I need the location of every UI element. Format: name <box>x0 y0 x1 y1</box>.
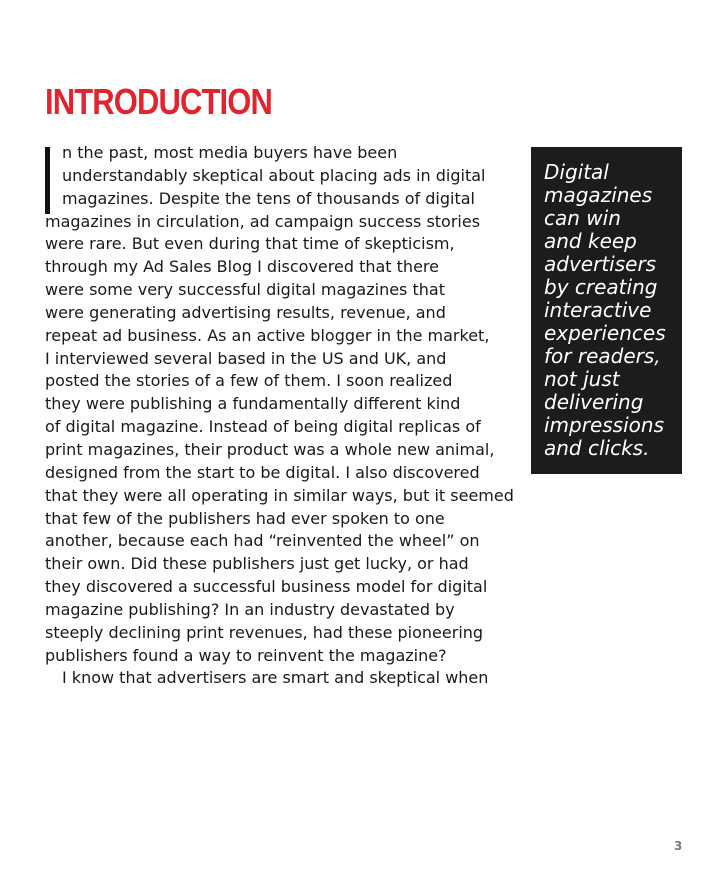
article-line: I know that advertisers are smart and skeptical when <box>62 668 489 688</box>
pull-quote-line: impressions <box>544 413 664 437</box>
section-heading: INTRODUCTION <box>45 81 273 122</box>
article-line: magazines. Despite the tens of thousands of digital <box>62 188 475 208</box>
pull-quote-text <box>544 161 666 460</box>
article-line: they discovered a successful business model for digital <box>45 577 488 597</box>
article-line: that they were all operating in similar ways, but it seemed <box>45 485 514 505</box>
pull-quote-line: by creating <box>544 275 658 299</box>
article-line: n the past, most media buyers have been <box>62 143 398 162</box>
article-line: through my Ad Sales Blog I discovered that there <box>45 257 439 277</box>
article-line: steeply declining print revenues, had these pioneering <box>45 622 484 642</box>
article-line: designed from the start to be digital. I also discovered <box>45 462 480 482</box>
pull-quote-line: and clicks. <box>544 436 650 460</box>
pull-quote-line: for readers, <box>544 344 661 368</box>
pull-quote-line: Digital <box>544 160 609 184</box>
article-line: that few of the publishers had ever spoken to one <box>45 508 445 528</box>
pull-quote-line: experiences <box>544 321 666 345</box>
pull-quote-line: can win <box>544 206 621 230</box>
article-line: were rare. But even during that time of skepticism, <box>45 234 455 254</box>
article-line: publishers found a way to reinvent the magazine? <box>45 645 447 665</box>
article-line: I interviewed several based in the US and UK, and <box>45 348 447 368</box>
article-line: of digital magazine. Instead of being digital replicas of <box>45 417 481 437</box>
pull-quote-line: interactive <box>544 298 652 322</box>
article-line: their own. Did these publishers just get lucky, or had <box>45 554 469 574</box>
pull-quote-line: and keep <box>544 229 637 253</box>
article-body <box>45 142 525 690</box>
pull-quote-box <box>531 147 682 474</box>
article-line: they were publishing a fundamentally different kind <box>45 394 461 414</box>
article-line: magazines in circulation, ad campaign success stories <box>45 211 481 231</box>
pull-quote-line: not just <box>544 367 620 391</box>
article-line: posted the stories of a few of them. I soon realized <box>45 371 453 391</box>
pull-quote-line: delivering <box>544 390 644 414</box>
pull-quote-line: advertisers <box>544 252 657 276</box>
article-line: were some very successful digital magazines that <box>45 280 445 300</box>
article-line: repeat ad business. As an active blogger in the market, <box>45 325 490 345</box>
article-line: another, because each had “reinvented the wheel” on <box>45 531 480 551</box>
article-line: understandably skeptical about placing ads in digital <box>62 165 486 185</box>
article-line: magazine publishing? In an industry devastated by <box>45 599 455 619</box>
article-line: were generating advertising results, revenue, and <box>45 302 446 322</box>
pull-quote-line: magazines <box>544 183 653 207</box>
article-line: print magazines, their product was a whole new animal, <box>45 439 495 459</box>
page-number: 3 <box>674 839 683 853</box>
